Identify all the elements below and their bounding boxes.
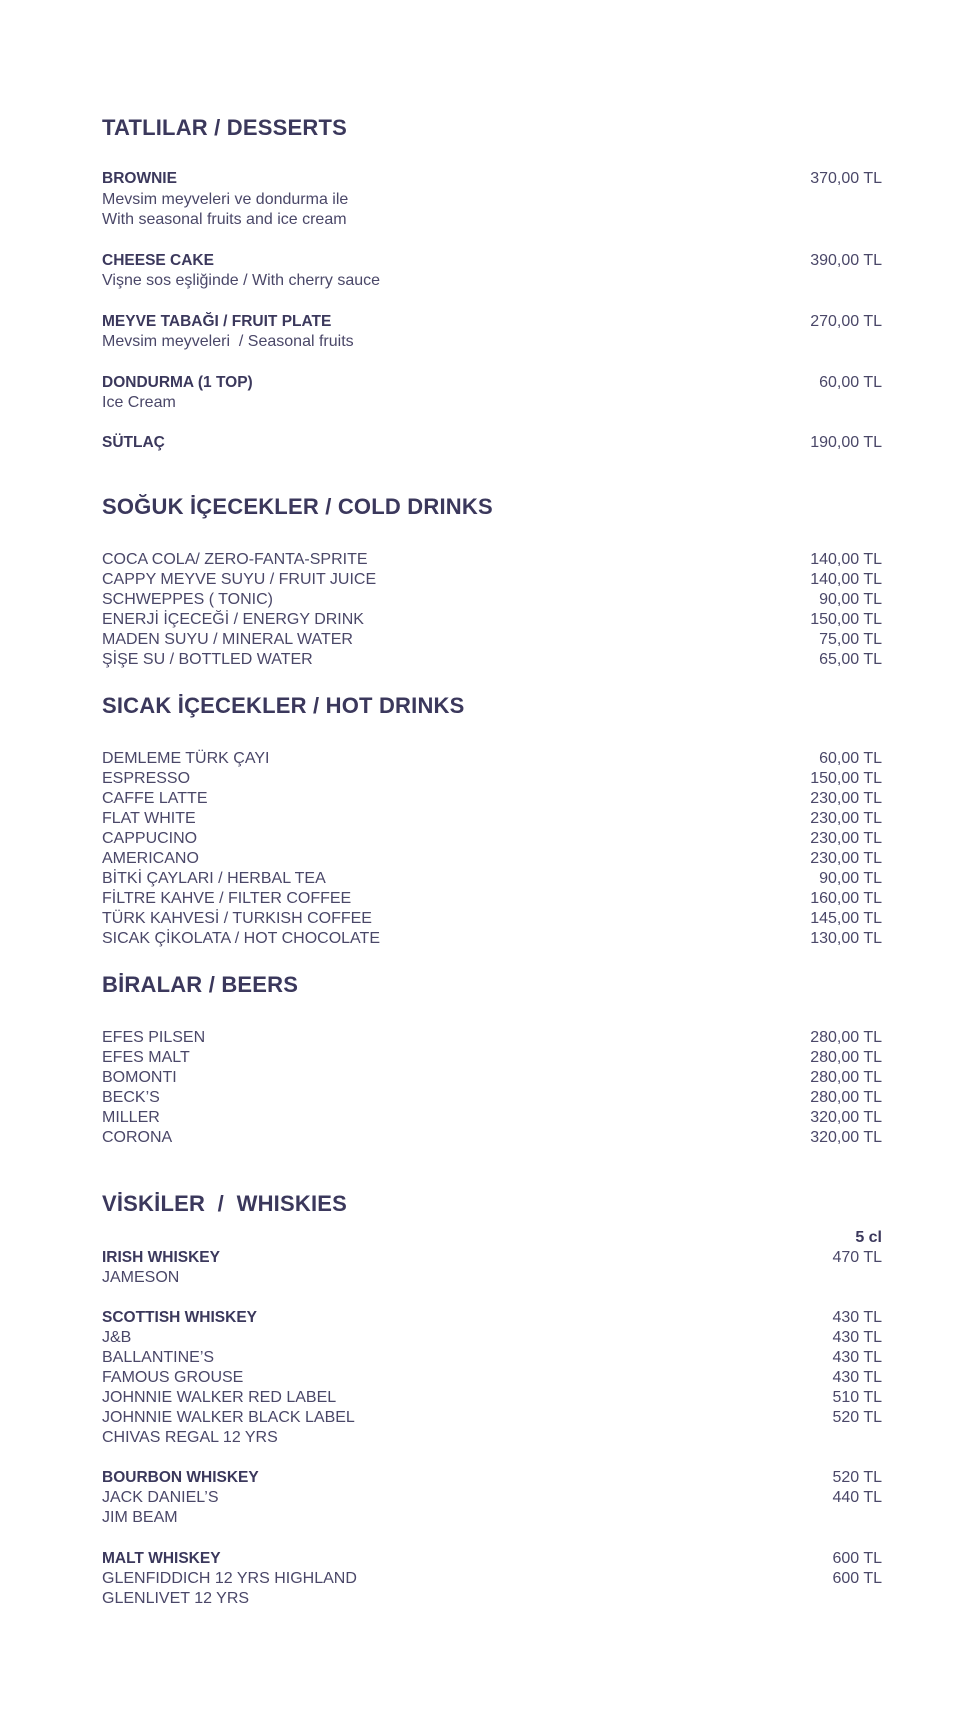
item-price: 150,00 TL [810, 611, 882, 628]
group-name: MALT WHISKEY [102, 1550, 221, 1567]
menu-item [102, 1589, 882, 1609]
menu-item [102, 849, 882, 869]
item-description: Mevsim meyveleri / Seasonal fruits [102, 333, 354, 350]
item-price: 440 TL [832, 1489, 882, 1506]
item-price: 230,00 TL [810, 830, 882, 847]
item-desc-line [102, 190, 882, 210]
section-title-cold-drinks: SOĞUK İÇECEKLER / COLD DRINKS [102, 494, 493, 519]
item-name: FİLTRE KAHVE / FILTER COFFEE [102, 890, 352, 907]
menu-item [102, 889, 882, 909]
item-name: GLENLIVET 12 YRS [102, 1590, 250, 1607]
item-name: EFES MALT [102, 1049, 190, 1066]
item-price: 270,00 TL [810, 313, 882, 330]
item-name: BOMONTI [102, 1069, 177, 1086]
item-price: 470 TL [832, 1249, 882, 1266]
item-name: MEYVE TABAĞI / FRUIT PLATE [102, 313, 332, 330]
item-name: SCHWEPPES ( TONIC) [102, 591, 273, 608]
item-price: 280,00 TL [810, 1089, 882, 1106]
item-name: ŞİŞE SU / BOTTLED WATER [102, 651, 313, 668]
section-title-hot-drinks: SICAK İÇECEKLER / HOT DRINKS [102, 693, 465, 718]
menu-item [102, 829, 882, 849]
item-price: 230,00 TL [810, 790, 882, 807]
item-name: CHIVAS REGAL 12 YRS [102, 1429, 278, 1446]
item-price: 520 TL [832, 1409, 882, 1426]
item-price: 280,00 TL [810, 1069, 882, 1086]
unit-label-row [102, 1228, 882, 1248]
item-price: 60,00 TL [819, 750, 882, 767]
menu-item [102, 650, 882, 670]
item-name: CORONA [102, 1129, 173, 1146]
item-price: 280,00 TL [810, 1049, 882, 1066]
item-name: JOHNNIE WALKER RED LABEL [102, 1389, 337, 1406]
menu-item [102, 1028, 882, 1048]
menu-item [102, 610, 882, 630]
item-name: JAMESON [102, 1269, 180, 1286]
item-name: CAPPUCINO [102, 830, 198, 847]
item-name: BROWNIE [102, 170, 177, 187]
menu-item-sutlac [102, 433, 882, 453]
item-desc-line [102, 271, 882, 291]
item-name: SÜTLAÇ [102, 434, 165, 451]
menu-item-cheese-cake [102, 251, 882, 271]
menu-item [102, 789, 882, 809]
item-name: BALLANTINE’S [102, 1349, 215, 1366]
item-name: MILLER [102, 1109, 160, 1126]
item-name: JIM BEAM [102, 1509, 178, 1526]
menu-item [102, 1108, 882, 1128]
menu-item [102, 1048, 882, 1068]
menu-item [102, 550, 882, 570]
item-price: 600 TL [832, 1550, 882, 1567]
item-name: FLAT WHITE [102, 810, 196, 827]
item-price: 430 TL [832, 1329, 882, 1346]
item-price: 390,00 TL [810, 252, 882, 269]
menu-item-fruit-plate [102, 312, 882, 332]
item-price: 75,00 TL [819, 631, 882, 648]
item-price: 230,00 TL [810, 850, 882, 867]
item-description: Vişne sos eşliğinde / With cherry sauce [102, 272, 381, 289]
item-price: 160,00 TL [810, 890, 882, 907]
item-desc-line [102, 210, 882, 230]
menu-item [102, 1348, 882, 1368]
item-price: 90,00 TL [819, 591, 882, 608]
item-name: BECK’S [102, 1089, 160, 1106]
item-price: 430 TL [832, 1309, 882, 1326]
item-price: 230,00 TL [810, 810, 882, 827]
group-name: SCOTTISH WHISKEY [102, 1309, 258, 1326]
menu-item [102, 809, 882, 829]
menu-item [102, 590, 882, 610]
item-name: TÜRK KAHVESİ / TURKISH COFFEE [102, 910, 372, 927]
menu-item [102, 1068, 882, 1088]
menu-item [102, 1488, 882, 1508]
item-description: Mevsim meyveleri ve dondurma ile [102, 191, 349, 208]
section-title-whiskies: VİSKİLER / WHISKIES [102, 1191, 348, 1216]
item-price: 280,00 TL [810, 1029, 882, 1046]
item-name: ESPRESSO [102, 770, 191, 787]
item-price: 130,00 TL [810, 930, 882, 947]
item-name: GLENFIDDICH 12 YRS HIGHLAND [102, 1570, 357, 1587]
whiskey-group-title [102, 1308, 882, 1328]
whiskey-group-title [102, 1549, 882, 1569]
menu-item [102, 1408, 882, 1428]
menu-item [102, 1328, 882, 1348]
menu-item [102, 1388, 882, 1408]
whiskey-group-title [102, 1248, 882, 1268]
item-price: 140,00 TL [810, 571, 882, 588]
menu-item [102, 909, 882, 929]
item-desc-line [102, 332, 882, 352]
menu-item [102, 630, 882, 650]
item-price: 145,00 TL [810, 910, 882, 927]
item-name: ENERJİ İÇECEĞİ / ENERGY DRINK [102, 611, 364, 628]
menu-item [102, 1569, 882, 1589]
item-price: 520 TL [832, 1469, 882, 1486]
menu-item [102, 570, 882, 590]
item-price: 90,00 TL [819, 870, 882, 887]
item-name: CAFFE LATTE [102, 790, 208, 807]
item-price: 430 TL [832, 1369, 882, 1386]
item-name: EFES PILSEN [102, 1029, 206, 1046]
item-price: 140,00 TL [810, 551, 882, 568]
menu-item [102, 1508, 882, 1528]
item-name: SICAK ÇİKOLATA / HOT CHOCOLATE [102, 930, 380, 947]
item-description: With seasonal fruits and ice cream [102, 211, 347, 228]
menu-item [102, 869, 882, 889]
group-name: BOURBON WHISKEY [102, 1469, 259, 1486]
menu-item [102, 1088, 882, 1108]
menu-item [102, 769, 882, 789]
item-price: 150,00 TL [810, 770, 882, 787]
item-price: 600 TL [832, 1570, 882, 1587]
whiskey-group-title [102, 1468, 882, 1488]
item-name: AMERICANO [102, 850, 199, 867]
item-name: DONDURMA (1 TOP) [102, 374, 253, 391]
item-name: CHEESE CAKE [102, 252, 214, 269]
menu-item [102, 929, 882, 949]
group-name: IRISH WHISKEY [102, 1249, 220, 1266]
menu-item-ice-cream [102, 373, 882, 393]
item-price: 370,00 TL [810, 170, 882, 187]
menu-item [102, 1128, 882, 1148]
menu-item [102, 1268, 882, 1288]
item-price: 430 TL [832, 1349, 882, 1366]
menu-item [102, 1368, 882, 1388]
item-price: 60,00 TL [819, 374, 882, 391]
item-name: JACK DANIEL’S [102, 1489, 219, 1506]
item-name: JOHNNIE WALKER BLACK LABEL [102, 1409, 355, 1426]
unit-label: 5 cl [855, 1229, 882, 1246]
section-title-beers: BİRALAR / BEERS [102, 972, 299, 997]
item-name: DEMLEME TÜRK ÇAYI [102, 750, 270, 767]
item-price: 320,00 TL [810, 1129, 882, 1146]
item-name: FAMOUS GROUSE [102, 1369, 244, 1386]
item-desc-line [102, 393, 882, 413]
item-price: 65,00 TL [819, 651, 882, 668]
item-price: 190,00 TL [810, 434, 882, 451]
item-price: 510 TL [832, 1389, 882, 1406]
item-name: COCA COLA/ ZERO-FANTA-SPRITE [102, 551, 368, 568]
item-price: 320,00 TL [810, 1109, 882, 1126]
item-name: BİTKİ ÇAYLARI / HERBAL TEA [102, 870, 326, 887]
menu-item-brownie [102, 169, 882, 189]
item-name: CAPPY MEYVE SUYU / FRUIT JUICE [102, 571, 377, 588]
item-description: Ice Cream [102, 394, 176, 411]
section-title-desserts: TATLILAR / DESSERTS [102, 115, 347, 140]
menu-item [102, 749, 882, 769]
item-name: J&B [102, 1329, 132, 1346]
menu-item [102, 1428, 882, 1448]
item-name: MADEN SUYU / MINERAL WATER [102, 631, 353, 648]
